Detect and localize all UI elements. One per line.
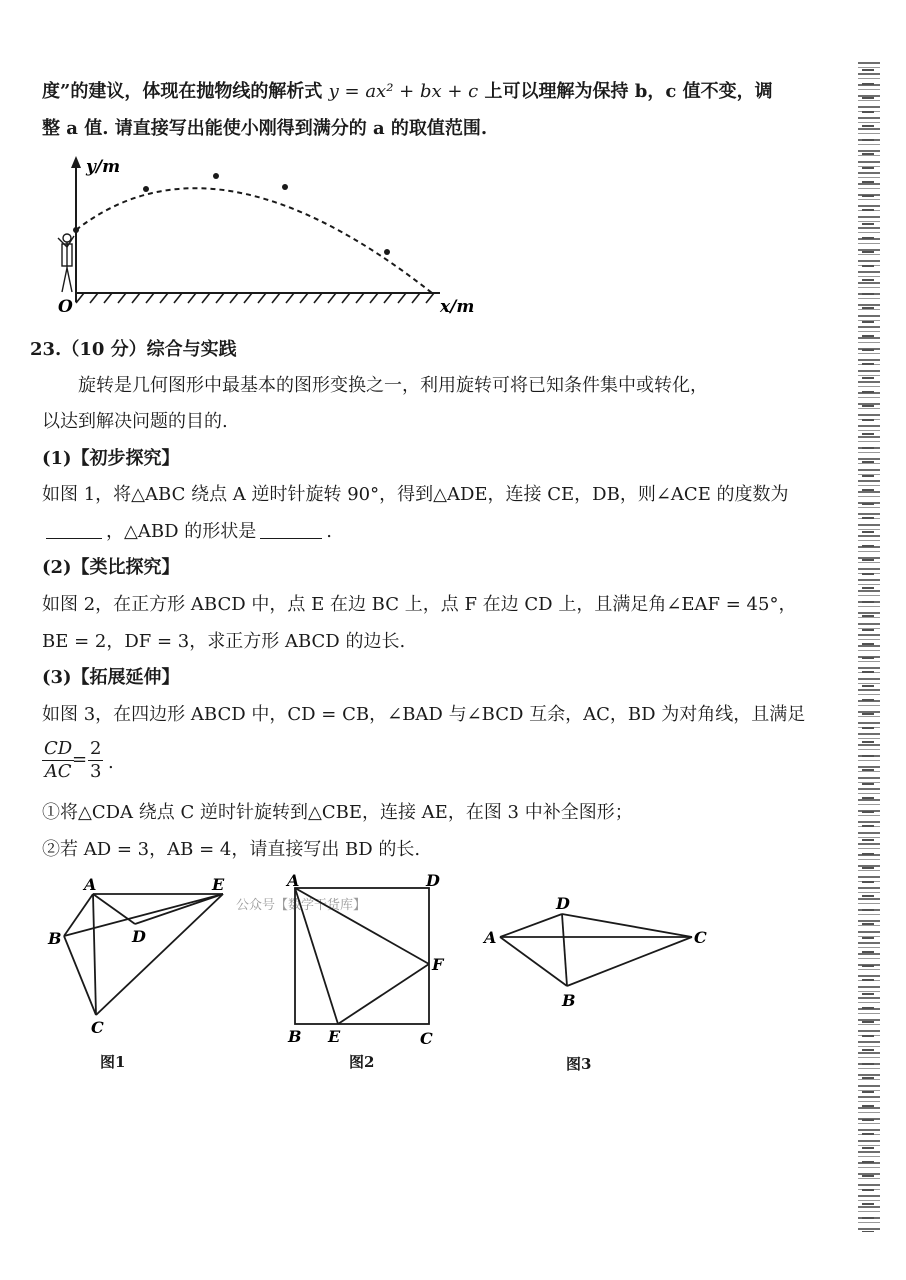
fig1-label-c: C [91,1018,104,1037]
part-2-line-1: 如图 2，在正方形 ABCD 中，点 E 在边 BC 上，点 F 在边 CD 上，且满足角∠EAF = 45°， [42,594,797,615]
fraction-1-numerator: CD [44,738,73,759]
fig1-label-a: A [84,875,97,894]
fraction-two-thirds [88,738,103,783]
figure-2 [280,870,460,1050]
fig2-label-e: E [328,1027,341,1046]
part-1-line-2 [42,520,332,544]
fig2-label-d: D [426,871,440,890]
part-3-heading: (3)【拓展延伸】 [42,667,180,688]
fraction-cd-over-ac [42,738,74,783]
part-2-line-2: BE = 2，DF = 3，求正方形 ABCD 的边长. [42,631,406,652]
text-line-1 [42,80,773,104]
figure-3 [480,890,720,1020]
fig2-label-f: F [432,955,444,974]
figure-1 [40,870,240,1040]
fig1-label-d: D [132,927,146,946]
fraction-period: . [108,752,114,773]
trajectory-points [73,173,390,255]
parabola-formula: y = ax² + bx + c [328,81,479,102]
y-axis-label: y/m [86,157,121,177]
figure-2-caption: 图2 [349,1053,375,1071]
figure-3-caption: 图3 [566,1055,592,1073]
line-1-suffix: 上可以理解为保持 b，c 值不变，调 [478,81,773,102]
answer-blank-2[interactable] [260,520,322,539]
part-1-heading: (1)【初步探究】 [42,448,180,469]
part-1-line-2-end: . [326,521,332,542]
intro-line-1: 旋转是几何图形中最基本的图形变换之一，利用旋转可将已知条件集中或转化， [78,375,708,396]
line-1-prefix: 度”的建议，体现在抛物线的解析式 [42,81,329,102]
fig1-label-e: E [212,875,225,894]
part-3-line-1: 如图 3，在四边形 ABCD 中，CD = CB，∠BAD 与∠BCD 互余，AC，BD 为对角线，且满足 [42,704,806,725]
watermark: 公众号【数学干货库】 [236,898,367,913]
decorative-border [858,62,880,1232]
fig3-label-d: D [556,894,570,913]
part-3-item-2: ②若 AD = 3，AB = 4，请直接写出 BD 的长. [42,839,421,860]
question-23-title: 23.（10 分）综合与实践 [30,339,237,360]
fraction-2-numerator: 2 [90,738,102,759]
fraction-1-denominator: AC [44,761,72,782]
fig2-label-b: B [288,1027,302,1046]
part-1-line-1: 如图 1，将△ABC 绕点 A 逆时针旋转 90°，得到△ADE，连接 CE，DB，则∠ACE 的度数为 [42,484,789,505]
fig2-label-a: A [287,871,300,890]
figure-1-caption: 图1 [100,1053,126,1071]
ball-trajectory [76,188,432,293]
fig3-label-a: A [484,928,497,947]
equals-sign: = [72,749,88,770]
fig2-label-c: C [420,1029,433,1048]
player-figure [58,234,74,292]
fig3-label-c: C [694,928,707,947]
ground-hatching [76,293,434,303]
origin-label: O [58,297,73,317]
parabola-figure [40,152,510,322]
fraction-2-denominator: 3 [90,761,102,782]
part-2-heading: (2)【类比探究】 [42,557,180,578]
x-axis-label: x/m [440,297,475,317]
part-3-item-1: ①将△CDA 绕点 C 逆时针旋转到△CBE，连接 AE，在图 3 中补全图形； [42,802,633,823]
text-line-2: 整 a 值. 请直接写出能使小刚得到满分的 a 的取值范围. [42,118,488,139]
answer-blank-1[interactable] [46,520,102,539]
fig1-label-b: B [48,929,62,948]
part-1-line-2-text: ，△ABD 的形状是 [106,521,257,542]
intro-line-2: 以达到解决问题的目的. [42,411,228,432]
fig3-label-b: B [562,991,576,1010]
